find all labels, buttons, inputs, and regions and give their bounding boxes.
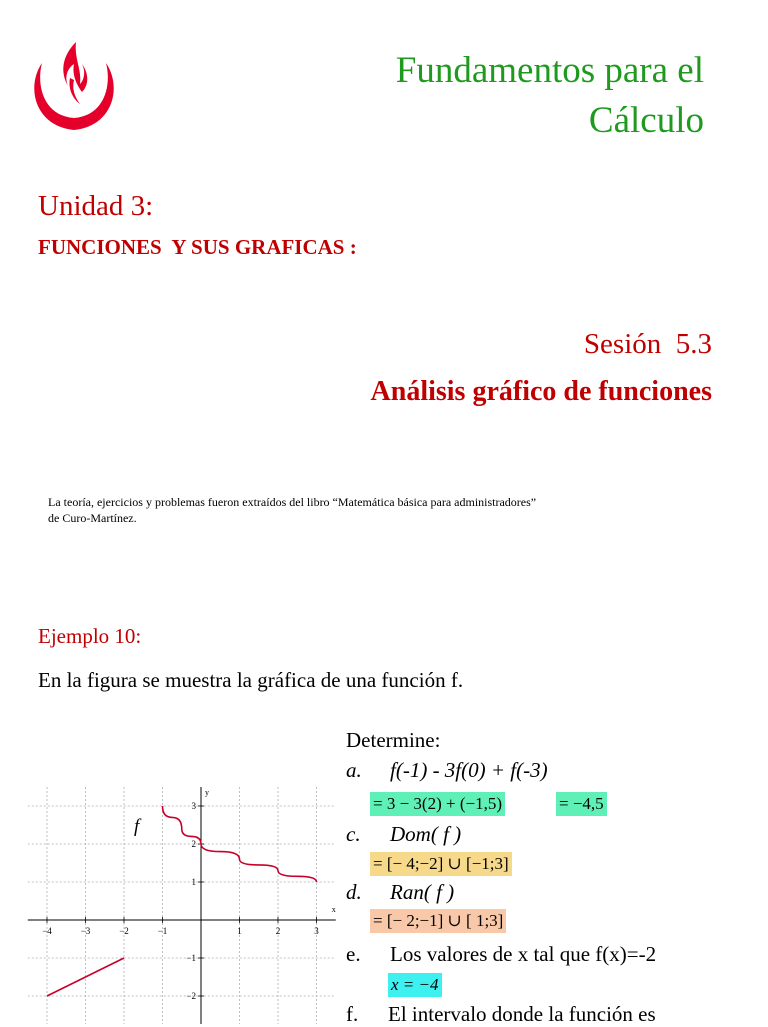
source-credit: [48, 494, 688, 526]
y-tick-label: 3: [191, 801, 196, 811]
item-e-label: e.: [346, 942, 361, 966]
course-title-line1: Fundamentos para el: [395, 50, 704, 91]
y-tick-label: −2: [186, 991, 196, 1001]
graph-grid: [28, 787, 336, 1024]
y-axis-label: y: [205, 788, 209, 797]
item-f-label: f.: [346, 1002, 359, 1026]
item-d-question: Ran( f ): [390, 880, 455, 904]
x-tick-label: −1: [157, 926, 168, 936]
item-e-answer: x = −4: [388, 973, 442, 997]
item-a-label: a.: [346, 758, 362, 782]
determine-label: Determine:: [346, 728, 441, 752]
x-tick-label: 3: [314, 926, 319, 936]
x-tick-label: −3: [80, 926, 91, 936]
item-d-label: d.: [346, 880, 362, 904]
credit-line2: de Curo-Martínez.: [48, 511, 137, 525]
x-tick-label: −4: [42, 926, 52, 936]
example-heading: Ejemplo 10:: [38, 624, 142, 648]
session-number: Sesión 5.3: [583, 328, 712, 360]
item-c-label: c.: [346, 822, 361, 846]
graph-axes: [28, 787, 336, 1024]
y-tick-label: 1: [191, 877, 196, 887]
item-e-question: Los valores de x tal que f(x)=-2: [390, 942, 657, 966]
item-f-question: El intervalo donde la función es: [388, 1002, 656, 1026]
y-tick-label: 2: [191, 839, 196, 849]
function-label: f: [134, 816, 140, 837]
unit-heading: Unidad 3:: [38, 190, 154, 222]
y-tick-label: −1: [186, 953, 196, 963]
credit-line1: La teoría, ejercicios y problemas fueron extraídos del libro “Matemática básica para administradores”: [48, 495, 537, 509]
logo-flame: [63, 42, 87, 92]
item-c-question: Dom( f ): [390, 822, 462, 846]
x-tick-label: 1: [237, 926, 242, 936]
function-graph: [20, 770, 340, 1024]
example-intro: En la figura se muestra la gráfica de una función f.: [38, 668, 464, 692]
session-title: Análisis gráfico de funciones: [370, 376, 712, 407]
item-a-result: = −4,5: [556, 792, 607, 816]
course-title-line2: Cálculo: [588, 100, 704, 141]
item-d-answer: = [− 2;−1] ∪ [ 1;3]: [370, 909, 506, 933]
item-a-answer: = 3 − 3(2) + (−1,5): [370, 792, 505, 816]
unit-topic: FUNCIONES Y SUS GRAFICAS :: [38, 235, 357, 259]
university-logo: [24, 38, 124, 138]
item-a-question: f(-1) - 3f(0) + f(-3): [390, 758, 548, 782]
graph-curves: [47, 806, 317, 996]
x-axis-label: x: [331, 905, 336, 914]
x-tick-label: −2: [119, 926, 129, 936]
x-tick-label: 2: [275, 926, 281, 936]
item-c-answer: = [− 4;−2] ∪ [−1;3]: [370, 852, 512, 876]
